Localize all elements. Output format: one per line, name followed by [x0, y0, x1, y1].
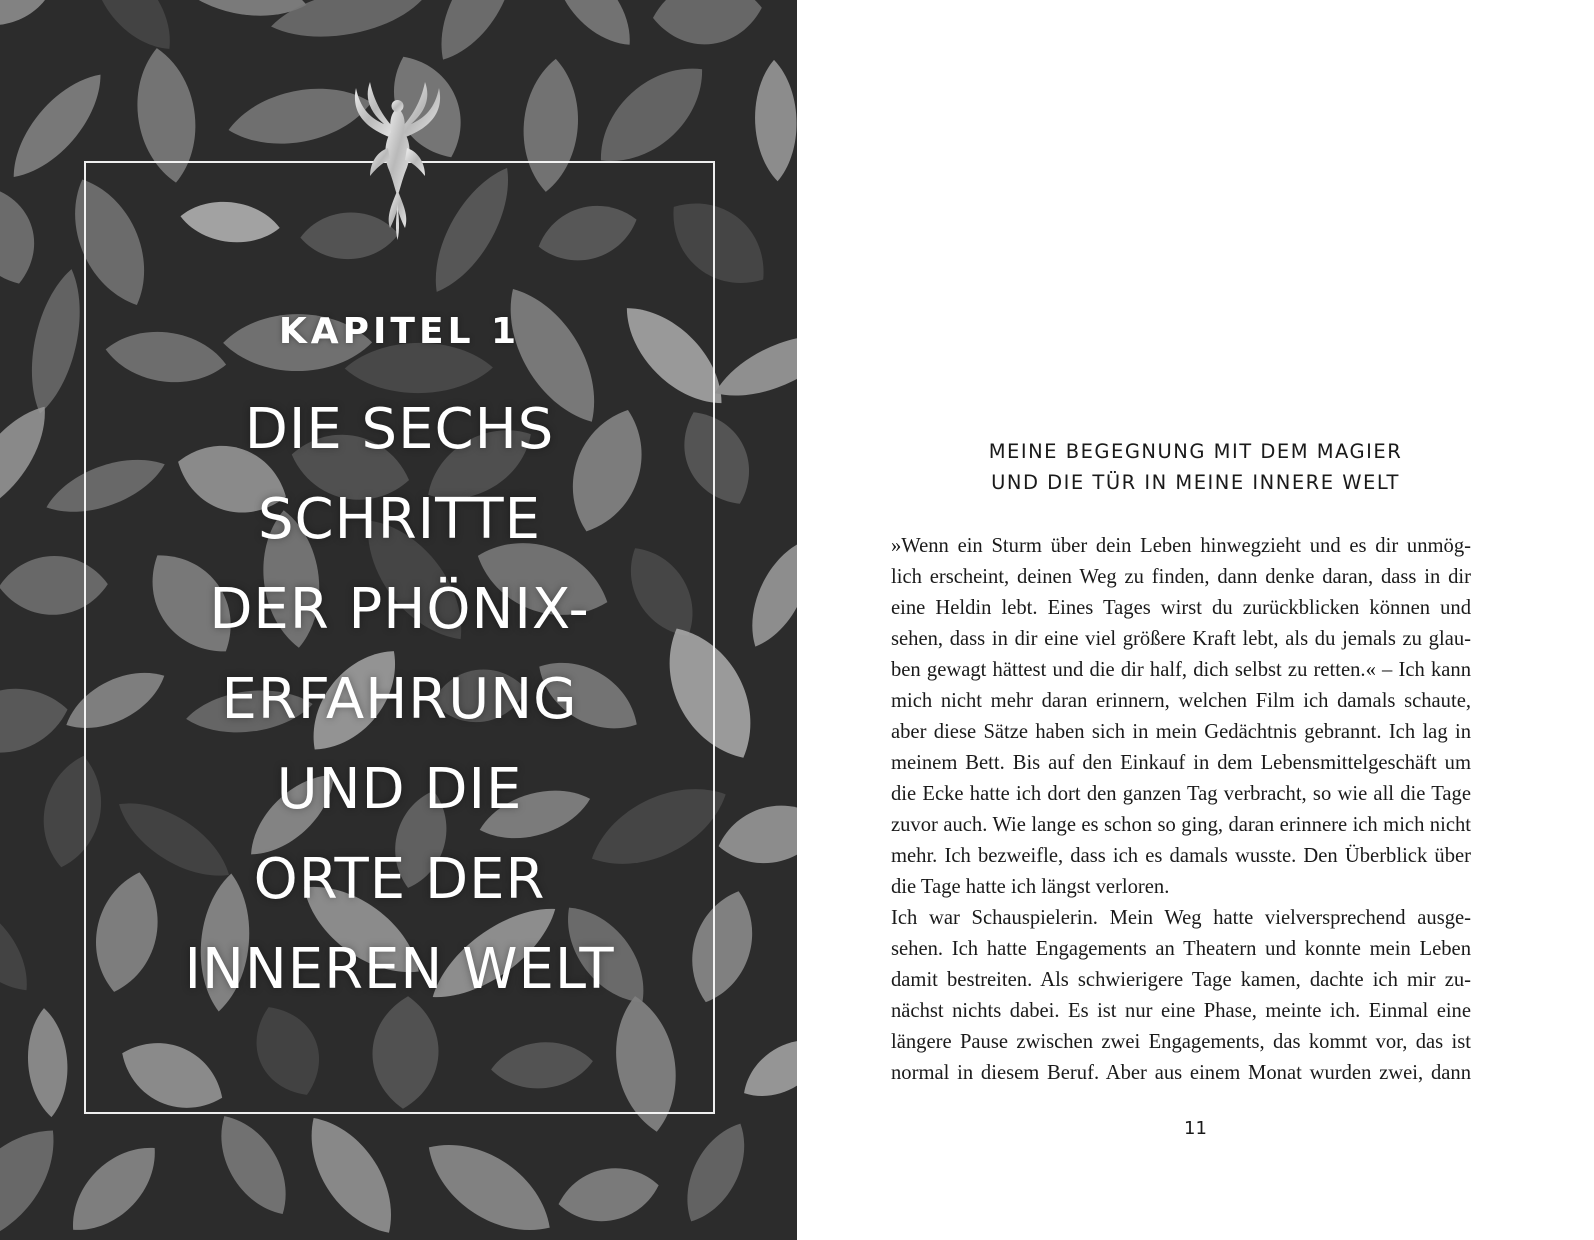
leaf-shape	[650, 0, 765, 49]
chapter-title-line: ERFAHRUNG	[221, 667, 578, 732]
section-heading-line: MEINE BEGEGNUNG MIT DEM MAGIER	[988, 440, 1403, 463]
body-text-line: normal in diesem Beruf. Aber aus einem Monat wurden zwei, dann	[891, 1062, 1471, 1084]
body-text-line: meinem Bett. Bis auf den Einkauf in dem Lebensmittelgeschäft um	[891, 752, 1471, 774]
page-number: 11	[1184, 1118, 1207, 1139]
body-text-line: lich erscheint, deinen Weg zu finden, dann denke daran, dass in dir	[891, 566, 1471, 588]
body-text-line: längere Pause zwischen zwei Engagements, das kommt vor, das ist	[891, 1031, 1471, 1053]
leaf-shape	[24, 1007, 70, 1119]
chapter-title-line: INNEREN WELT	[184, 937, 615, 1002]
body-text-line: ben gewagt hättest und die dir half, dich selbst zu retten.« – Ich kann	[891, 659, 1471, 681]
body-text-line: eine Heldin lebt. Eines Tages wirst du zurückblicken können und	[891, 597, 1471, 619]
body-text-line: mehr. Ich bezweifle, dass ich es damals wusste. Den Überblick über	[891, 845, 1471, 867]
chapter-title-line: SCHRITTE	[258, 487, 541, 552]
body-text-line: sehen. Ich hatte Engagements an Theatern und konnte mein Leben	[891, 938, 1471, 960]
leaf-shape	[0, 679, 73, 763]
body-text-line: zuvor auch. Wie lange es schon so ging, daran erinnere ich mich nicht	[891, 814, 1471, 836]
chapter-title-line: ORTE DER	[253, 847, 546, 912]
body-text	[891, 531, 1471, 1089]
leaf-shape	[412, 1123, 566, 1240]
chapter-title	[84, 385, 715, 1015]
leaf-shape	[753, 59, 797, 182]
body-text-line: die Tage hatte ich längst verloren.	[891, 876, 1170, 898]
leaf-shape	[0, 883, 44, 1004]
leaf-shape	[75, 0, 187, 64]
leaf-shape	[0, 0, 54, 33]
body-text-line: »Wenn ein Sturm über dein Leben hinwegzieht und es dir unmög-	[891, 535, 1471, 557]
leaf-shape	[56, 1131, 173, 1240]
leaf-shape	[0, 177, 48, 293]
phoenix-icon	[340, 78, 455, 243]
body-text-line: Ich war Schauspielerin. Mein Weg hatte vielversprechend ausge-	[891, 907, 1471, 929]
body-text-line: mich nicht mehr daran erinnern, welchen Film ich damals schaute,	[891, 690, 1471, 712]
body-text-line: nächst nichts dabei. Es ist nur eine Phase, meinte ich. Einmal eine	[891, 1000, 1471, 1022]
leaf-shape	[737, 531, 797, 655]
leaf-shape	[204, 1104, 303, 1226]
leaf-shape	[538, 0, 646, 59]
leaf-shape	[423, 0, 532, 72]
body-text-line: damit bestreiten. Als schwierigere Tage kamen, dachte ich mir zu-	[891, 969, 1471, 991]
leaf-shape	[713, 795, 797, 873]
section-heading-line: UND DIE TÜR IN MEINE INNERE WELT	[991, 471, 1400, 494]
body-text-line: die Ecke hatte ich dort den ganzen Tag verbracht, so wie all die Tage	[891, 783, 1471, 805]
leaf-shape	[291, 1103, 412, 1240]
chapter-title-line: UND DIE	[276, 757, 523, 822]
right-page	[797, 0, 1594, 1240]
leaf-shape	[0, 1110, 77, 1240]
section-heading	[797, 436, 1594, 498]
leaf-shape	[672, 1114, 760, 1231]
chapter-label: KAPITEL 1	[278, 311, 521, 352]
leaf-shape	[20, 265, 92, 418]
chapter-title-line: DIE SECHS	[244, 397, 555, 462]
leaf-shape	[554, 1160, 664, 1230]
leaf-shape	[733, 1025, 797, 1111]
body-text-line: sehen, dass in dir eine viel größere Kraft lebt, als du jemals zu glau-	[891, 628, 1471, 650]
body-text-line: aber diese Sätze haben sich in mein Gedächtnis gebrannt. Ich lag in	[891, 721, 1471, 743]
chapter-title-line: DER PHÖNIX-	[209, 577, 590, 642]
